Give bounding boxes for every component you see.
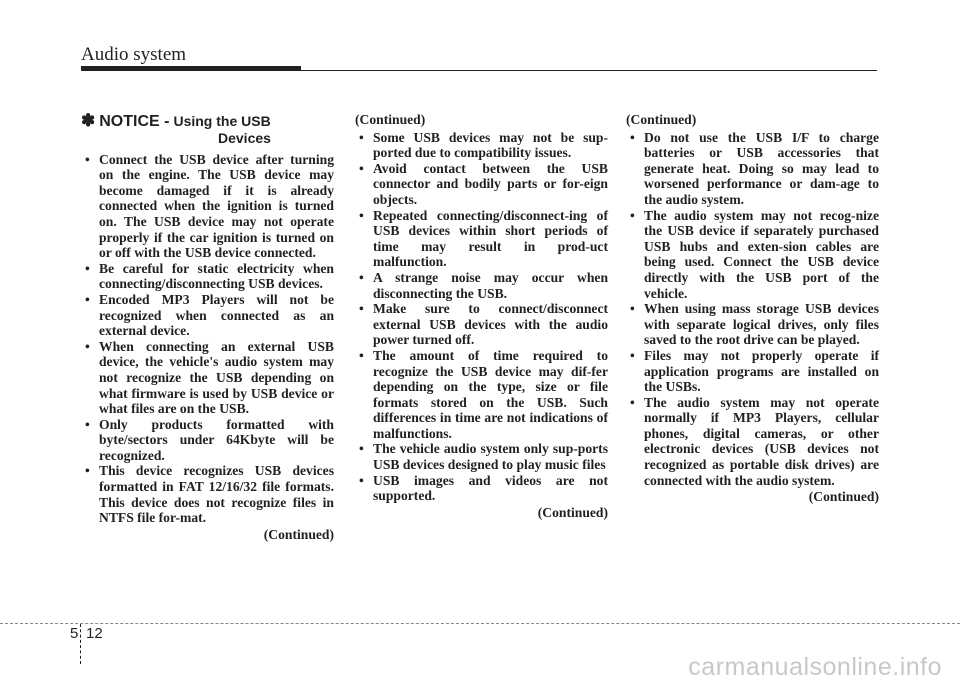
footer-page-divider bbox=[80, 624, 81, 664]
list-item: • When connecting an external USB device, the vehicle's audio system may not recognize the USB depending on what firmware is used by USB device or what files are on the USB. bbox=[81, 339, 334, 417]
list-item: • Connect the USB device after turning on the engine. The USB device may become damaged if it is already connected when the ignition is turned on. The USB device may not operate properly if the car ignition is turned on or off with the USB device connected. bbox=[81, 152, 334, 261]
list-item: • This device recognizes USB devices formatted in FAT 12/16/32 file formats. This device does not recognize files in NTFS file for-mat. bbox=[81, 463, 334, 525]
list-item: • Do not use the USB I/F to charge batteries or USB accessories that generate heat. Doing so may lead to worsened performance or dam-age to the audio system. bbox=[626, 130, 879, 208]
list-item: • The amount of time required to recognize the USB device may dif-fer depending on the type, size or file formats stored on the USB. Such differences in time are not indications of malfunctions. bbox=[355, 348, 608, 442]
column-1 bbox=[81, 113, 334, 542]
page-number: 12 bbox=[86, 625, 103, 642]
bullet-list bbox=[355, 130, 608, 504]
list-item: • A strange noise may occur when disconnecting the USB. bbox=[355, 270, 608, 301]
chapter-number: 5 bbox=[70, 625, 79, 642]
list-item: • Encoded MP3 Players will not be recognized when connected as an external device. bbox=[81, 292, 334, 339]
continued-footer: (Continued) bbox=[263, 526, 334, 542]
bullet-list bbox=[81, 152, 334, 526]
notice-heading bbox=[81, 113, 334, 146]
notice-asterisk-icon: ✽ bbox=[81, 111, 96, 130]
list-item: • Make sure to connect/disconnect external USB devices with the audio power turned off. bbox=[355, 301, 608, 348]
notice-subtitle-line1: Using the USB bbox=[173, 113, 271, 129]
list-item: • Avoid contact between the USB connector and bodily parts or for-eign objects. bbox=[355, 161, 608, 208]
continued-footer: (Continued) bbox=[537, 504, 608, 520]
continued-header: (Continued) bbox=[355, 112, 426, 127]
list-item: • The audio system may not recog-nize the USB device if separately purchased USB hubs and exten-sion cables are being used. Connect the USB device directly with the USB port of the vehicle. bbox=[626, 208, 879, 302]
column-3 bbox=[626, 112, 879, 505]
list-item: • When using mass storage USB devices with separate logical drives, only files saved to the root drive can be played. bbox=[626, 301, 879, 348]
watermark: carmanualsonline.info bbox=[688, 653, 942, 681]
notice-label: NOTICE - bbox=[99, 113, 170, 130]
notice-subtitle-line2: Devices bbox=[218, 129, 271, 146]
list-item: • Repeated connecting/disconnect-ing of USB devices within short periods of time may result in prod-uct malfunction. bbox=[355, 208, 608, 270]
bullet-list bbox=[626, 130, 879, 489]
footer-divider bbox=[0, 623, 960, 624]
list-item: • Files may not properly operate if application programs are installed on the USBs. bbox=[626, 348, 879, 395]
section-title: Audio system bbox=[81, 44, 187, 65]
column-2 bbox=[355, 112, 608, 520]
list-item: • Be careful for static electricity when connecting/disconnecting USB devices. bbox=[81, 261, 334, 292]
header-rule-thick bbox=[81, 66, 301, 71]
list-item: • Only products formatted with byte/sectors under 64Kbyte will be recognized. bbox=[81, 417, 334, 464]
list-item: • Some USB devices may not be sup-ported due to compatibility issues. bbox=[355, 130, 608, 161]
continued-header: (Continued) bbox=[626, 112, 697, 127]
list-item: • The vehicle audio system only sup-ports USB devices designed to play music files bbox=[355, 441, 608, 472]
header-rule-thin bbox=[301, 70, 877, 71]
continued-footer: (Continued) bbox=[808, 489, 879, 505]
list-item: • The audio system may not operate normally if MP3 Players, cellular phones, digital cameras, or other electronic devices (USB devices not recognized as portable disk drives) are connected with the audio system. bbox=[626, 395, 879, 489]
list-item: • USB images and videos are not supported. bbox=[355, 473, 608, 504]
